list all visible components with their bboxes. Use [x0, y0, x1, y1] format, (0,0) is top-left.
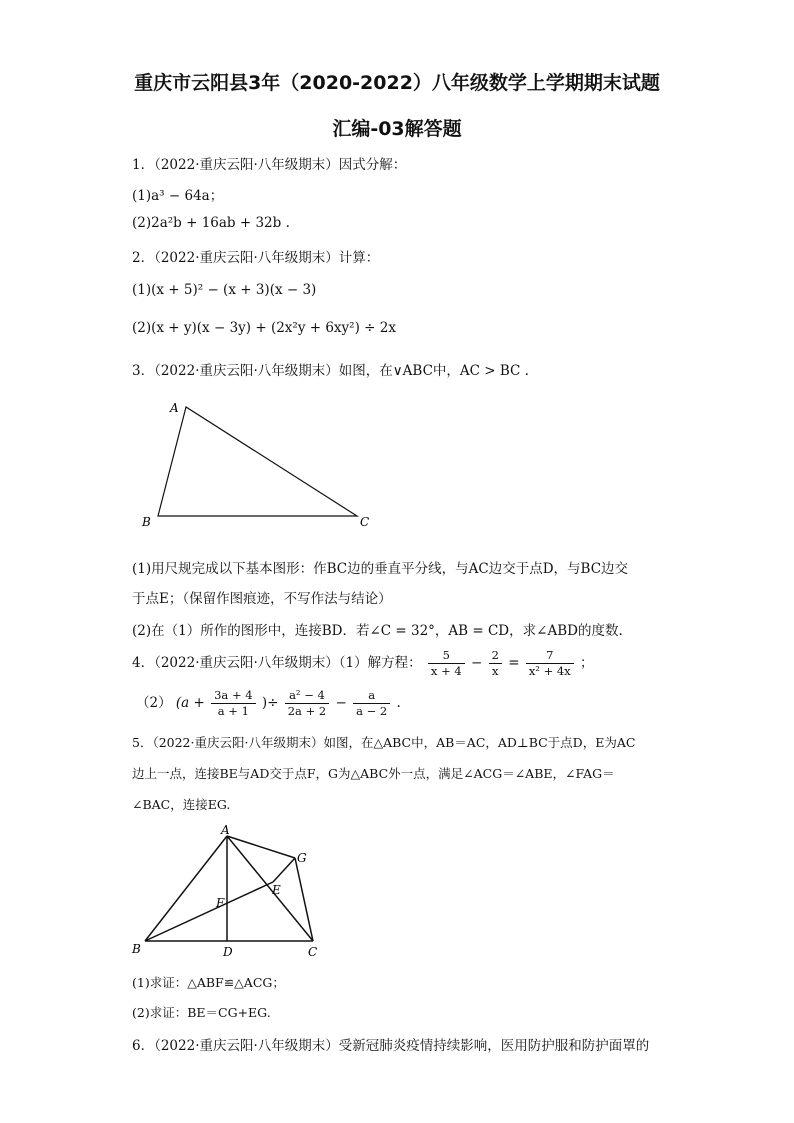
q4-p2-fracC-num: a	[353, 688, 390, 704]
q4-eq-frac3	[526, 648, 574, 679]
q5-line1: 5．（2022·重庆云阳·八年级期末）如图，在△ABC中，AB＝AC，AD⊥BC于点D，E为AC	[132, 735, 636, 750]
q3-part2: (2)在（1）所作的图形中，连接BD．若∠C = 32°，AB = CD，求∠ABD的度数.	[132, 623, 623, 639]
q1-part1: (1)a³ − 64a；	[132, 188, 224, 204]
q4-eq-frac1	[428, 648, 465, 679]
q4-p2-fracC-den: a − 2	[356, 704, 388, 718]
q4-p2-fracA-den: a + 1	[217, 704, 249, 718]
q3-part1-line1: (1)用尺规完成以下基本图形：作BC边的垂直平分线，与AC边交于点D，与BC边交	[132, 561, 629, 577]
q4-heading: 4．（2022·重庆云阳·八年级期末）（1）解方程：	[132, 655, 422, 671]
q4-p2-fracB-den: 2a + 2	[287, 704, 327, 718]
q4-p2-fracC	[353, 688, 390, 719]
q3-label-b: B	[142, 515, 151, 529]
q2-part2: (2)(x + y)(x − 3y) + (2x²y + 6xy²) ÷ 2x	[132, 320, 396, 336]
q6-heading: 6．（2022·重庆云阳·八年级期末）受新冠肺炎疫情持续影响，医用防护服和防护面罩的	[132, 1038, 650, 1054]
q1-part2: (2)2a²b + 16ab + 32b .	[132, 215, 290, 231]
q5-part2: (2)求证：BE＝CG+EG.	[132, 1005, 271, 1020]
q4-line2	[136, 688, 401, 719]
q4-eq-frac2-num: 2	[489, 648, 502, 664]
q4-eq-equals: =	[508, 655, 520, 671]
q4-p2-fracA	[211, 688, 255, 719]
q5-label-d: D	[223, 945, 233, 959]
q3-triangle-figure	[130, 395, 390, 540]
q1-heading: 1．（2022·重庆云阳·八年级期末）因式分解：	[132, 157, 407, 173]
q3-part1-line2: 于点E；（保留作图痕迹，不写作法与结论）	[132, 591, 392, 607]
q4-p2-minus: −	[335, 695, 347, 711]
q4-line1	[132, 648, 593, 679]
q4-eq-end: ；	[579, 655, 594, 671]
q3-label-c: C	[360, 515, 370, 529]
q4-eq-frac3-den: x² + 4x	[528, 664, 571, 678]
q4-p2-fracA-num: 3a + 4	[211, 688, 255, 704]
q4-p2-fracB	[285, 688, 329, 719]
q4-p2-fracB-num: a² − 4	[285, 688, 329, 704]
q4-eq-frac3-num: 7	[526, 648, 574, 664]
q4-eq-frac1-num: 5	[428, 648, 465, 664]
q5-label-a: A	[221, 825, 230, 837]
q4-eq-frac2	[489, 648, 502, 679]
q4-eq-frac1-den: x + 4	[430, 664, 462, 678]
q2-part1: (1)(x + 5)² − (x + 3)(x − 3)	[132, 282, 317, 298]
q4-p2-end: .	[396, 695, 401, 711]
q4-p2-label: （2）	[136, 695, 172, 711]
q5-label-c: C	[308, 945, 318, 959]
q4-p2-open: (a +	[175, 695, 205, 711]
q4-eq-minus: −	[470, 655, 483, 671]
doc-title-line1: 重庆市云阳县3年（2020-2022）八年级数学上学期期末试题	[134, 72, 660, 94]
q3-heading: 3．（2022·重庆云阳·八年级期末）如图，在∨ABC中，AC > BC .	[132, 363, 529, 379]
q5-part1: (1)求证：△ABF≌△ACG；	[132, 975, 285, 990]
q5-label-e: E	[272, 883, 281, 897]
q5-label-b: B	[132, 942, 141, 956]
q5-label-f: F	[216, 896, 225, 910]
doc-title-line2: 汇编-03解答题	[332, 118, 462, 140]
q4-p2-close: )÷	[261, 695, 279, 711]
q3-label-a: A	[170, 401, 179, 415]
q5-label-g: G	[297, 851, 307, 865]
q4-eq-frac2-den: x	[491, 664, 499, 678]
q2-heading: 2．（2022·重庆云阳·八年级期末）计算：	[132, 250, 380, 266]
q5-line2: 边上一点，连接BE与AD交于点F，G为△ABC外一点，满足∠ACG＝∠ABE，∠FAG＝	[132, 766, 615, 781]
q5-geometry-figure	[130, 825, 330, 965]
q5-line3: ∠BAC，连接EG.	[132, 797, 231, 812]
